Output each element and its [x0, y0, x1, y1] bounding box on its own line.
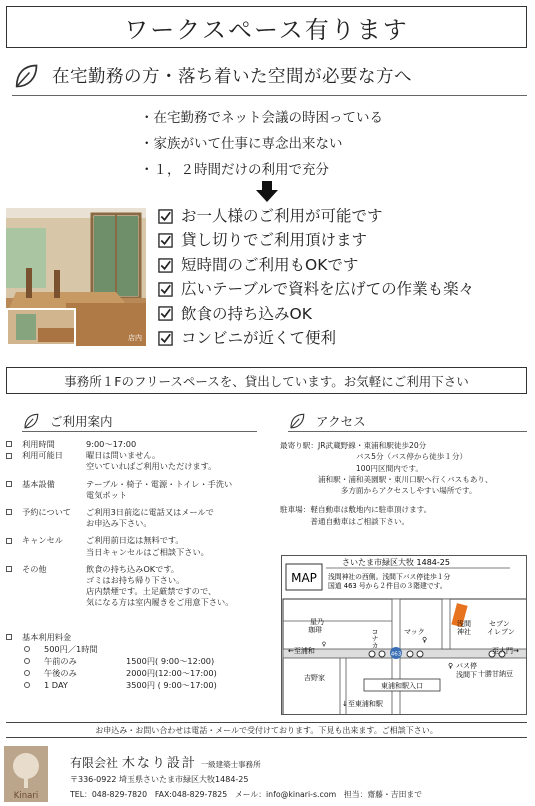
map-drawing — [282, 556, 527, 715]
title-box — [6, 6, 527, 48]
bullet-circle — [24, 670, 30, 676]
feature-label: コンビニが近くて便利 — [181, 329, 337, 348]
usage-row — [6, 439, 268, 450]
fee-name: 午後のみ — [44, 668, 77, 678]
checkbox-checked-icon — [158, 233, 173, 248]
checkbox-checked-icon — [158, 306, 173, 321]
map-label-to-daimon: 至大門→ — [492, 647, 519, 655]
photo-caption: 店内 — [128, 334, 142, 342]
company-address: 〒336-0922 埼玉県さいたま市緑区大牧1484-25 — [70, 775, 249, 784]
bullet-square — [6, 441, 12, 447]
problem-item: ・家族がいて仕事に専念出来ない — [140, 136, 343, 152]
usage-value: 当日キャンセルはご相談下さい。 — [86, 546, 209, 557]
bullet-circle — [24, 658, 30, 664]
access-heading-text: アクセス — [316, 413, 366, 429]
fee-name: 1 DAY — [44, 680, 68, 690]
access-map — [281, 555, 527, 715]
bullet-square — [6, 566, 12, 572]
fee-name: 午前のみ — [44, 656, 77, 666]
map-label-hoshi: 星乃 — [310, 618, 324, 626]
map-label-busstop2: 浅間下 — [456, 671, 477, 679]
company-name-text: 木なり設計 — [121, 756, 197, 771]
map-desc1: 浅間神社の西側。浅間下バス停徒歩１分 — [328, 573, 451, 581]
usage-row — [6, 450, 268, 472]
access-heading — [288, 410, 527, 432]
usage-key: 基本設備 — [22, 478, 55, 489]
usage-key: 利用時間 — [22, 439, 55, 449]
feature-label: お一人様のご利用が可能です — [181, 207, 383, 225]
feature-item — [158, 204, 474, 228]
logo-text: Kinari — [13, 791, 39, 801]
checkbox-checked-icon — [158, 331, 173, 346]
fee-title-row — [6, 631, 217, 643]
notice-text: 事務所１Fのフリースペースを、貸出しています。お気軽にご利用下さい — [64, 373, 469, 389]
usage-value: 店内禁煙です。土足厳禁ですので、 — [86, 586, 217, 597]
usage-heading — [22, 410, 257, 432]
map-label-coffee: 珈琲 — [308, 626, 322, 634]
company-contact: TEL：048-829-7820 FAX:048-829-7825 メール：info@kinari-s.com 担当：齋藤・吉田まで — [70, 790, 422, 799]
map-desc2: 国道 463 号から２件目の３階建です。 — [328, 582, 447, 590]
map-label-to-higashi: ↓至東浦和駅 — [342, 700, 383, 708]
fee-row — [6, 679, 217, 691]
fee-row — [6, 667, 217, 679]
map-label-konakana: コナカ — [371, 628, 379, 649]
usage-value: お申込み下さい。 — [86, 518, 152, 529]
usage-key: 予約について — [22, 507, 71, 518]
map-label-mac: マック — [404, 628, 425, 636]
usage-info — [6, 439, 268, 609]
usage-row — [6, 479, 268, 501]
usage-row — [6, 535, 268, 557]
leaf-icon — [288, 412, 306, 430]
usage-key: その他 — [22, 563, 47, 574]
interior-photo — [6, 208, 146, 346]
footer-note-text: お申込み・お問い合わせは電話・メールで受付けております。下見も出来ます。ご相談下さい。 — [95, 725, 438, 735]
problem-list — [140, 105, 383, 183]
access-info — [280, 440, 530, 527]
usage-key: キャンセル — [22, 535, 63, 546]
feature-item — [158, 302, 474, 326]
feature-item — [158, 253, 474, 277]
feature-item — [158, 228, 474, 252]
map-label-to-urawa: ←至浦和 — [288, 647, 315, 655]
notice-box — [6, 367, 527, 394]
usage-value: ゴミはお持ち帰り下さい。 — [86, 575, 185, 586]
usage-value: 電気ポット — [86, 489, 127, 500]
feature-label: 飲食の持ち込みOK — [181, 304, 312, 323]
company-prefix: 有限会社 — [70, 756, 119, 770]
map-label-higashi-iriguchi: 東浦和駅入口 — [381, 682, 423, 690]
company-logo — [4, 746, 48, 802]
page-title: ワークスペース有ります — [124, 15, 409, 44]
headline-text: 在宅勤務の方・落ち着いた空間が必要な方へ — [52, 67, 412, 87]
access-line: 最寄り駅：JR武蔵野線・東浦和駅徒歩20分 — [280, 441, 427, 450]
map-label-seven2: イレブン — [487, 628, 515, 636]
fee-table — [6, 631, 217, 691]
checkbox-checked-icon — [158, 282, 173, 297]
map-label-juumatsu: 十勝甘納豆 — [478, 670, 513, 678]
problem-item: ・在宅勤務でネット会議の時困っている — [140, 110, 383, 126]
fee-title: 基本利用料金 — [22, 632, 72, 642]
map-label-yoshinoya: 吉野家 — [304, 674, 325, 682]
bullet-square — [6, 538, 12, 544]
map-label: MAP — [291, 571, 317, 585]
usage-row — [6, 507, 268, 529]
company-sub: 一級建築士事務所 — [200, 760, 261, 769]
pin-icon: ♀ — [422, 636, 428, 644]
pin-icon: ♀ — [448, 662, 454, 670]
fee-row — [6, 643, 217, 655]
access-line: 浦和駅・浦和美園駅・東川口駅へ行くバスもあり、 — [280, 474, 493, 484]
access-line: バス5分（バス停から徒歩１分） — [280, 452, 468, 462]
usage-value: 9:00～17:00 — [86, 439, 137, 449]
usage-key: 利用可能日 — [22, 450, 63, 461]
usage-value: ご利用前日迄は無料です。 — [86, 535, 184, 546]
usage-row — [6, 564, 268, 609]
usage-value: 曜日は問いません。 — [86, 450, 161, 461]
usage-value: 空いていればご利用いただけます。 — [86, 461, 217, 472]
leaf-icon — [12, 62, 40, 90]
feature-list — [158, 204, 474, 350]
access-line: 駐車場：軽自動車は敷地内に駐車頂けます。 — [280, 505, 432, 515]
access-line: 100円区間内です。 — [280, 463, 423, 473]
map-label-seven1: セブン — [489, 620, 510, 628]
checkbox-checked-icon — [158, 209, 173, 224]
pin-icon: ♀ — [321, 641, 327, 648]
route-number: 463 — [390, 651, 402, 658]
feature-label: 広いテーブルで資料を広げての作業も楽々 — [181, 280, 475, 299]
bullet-square — [6, 634, 12, 640]
map-label-sengen: 浅間 — [457, 620, 471, 628]
usage-value: 飲食の持ち込みOKです。 — [86, 563, 180, 574]
feature-label: 短時間のご利用もOKです — [181, 255, 359, 274]
usage-value: ご利用3日前迄に電話又はメールで — [86, 507, 214, 518]
map-address: さいたま市緑区大牧 1484-25 — [342, 558, 450, 567]
bullet-square — [6, 509, 12, 515]
tree-logo-icon — [4, 746, 48, 802]
bullet-circle — [24, 646, 30, 652]
fee-name: 500円／1時間 — [44, 644, 98, 654]
access-line: 多方面からアクセスしやすい場所です。 — [280, 486, 477, 496]
feature-item — [158, 277, 474, 301]
problem-item: ・１，２時間だけの利用で充分 — [140, 162, 329, 178]
footer-note — [6, 722, 527, 738]
fee-price: 2000円(12:00～17:00) — [126, 668, 217, 678]
interior-thumbnail — [6, 308, 76, 346]
bullet-square — [6, 453, 12, 459]
feature-label: 貸し切りでご利用頂けます — [181, 231, 368, 250]
map-label-busstop1: バス停 — [456, 662, 477, 670]
fee-row — [6, 655, 217, 667]
bullet-circle — [24, 682, 30, 688]
access-line: 普通自動車はご相談下さい。 — [280, 516, 410, 526]
headline — [12, 56, 527, 96]
bullet-square — [6, 481, 12, 487]
fee-price: 3500円 ( 9:00～17:00) — [126, 680, 217, 690]
feature-item — [158, 326, 474, 350]
map-label-jinja: 神社 — [457, 628, 471, 636]
usage-heading-text: ご利用案内 — [50, 413, 113, 429]
leaf-icon — [22, 412, 40, 430]
checkbox-checked-icon — [158, 258, 173, 273]
usage-value: テーブル・椅子・電源・トイレ・手洗い — [86, 478, 233, 489]
usage-value: 気になる方は室内履きをご用意下さい。 — [86, 597, 234, 608]
fee-price: 1500円( 9:00～12:00) — [126, 656, 215, 666]
down-arrow-icon — [255, 181, 279, 203]
company-name — [70, 752, 261, 771]
